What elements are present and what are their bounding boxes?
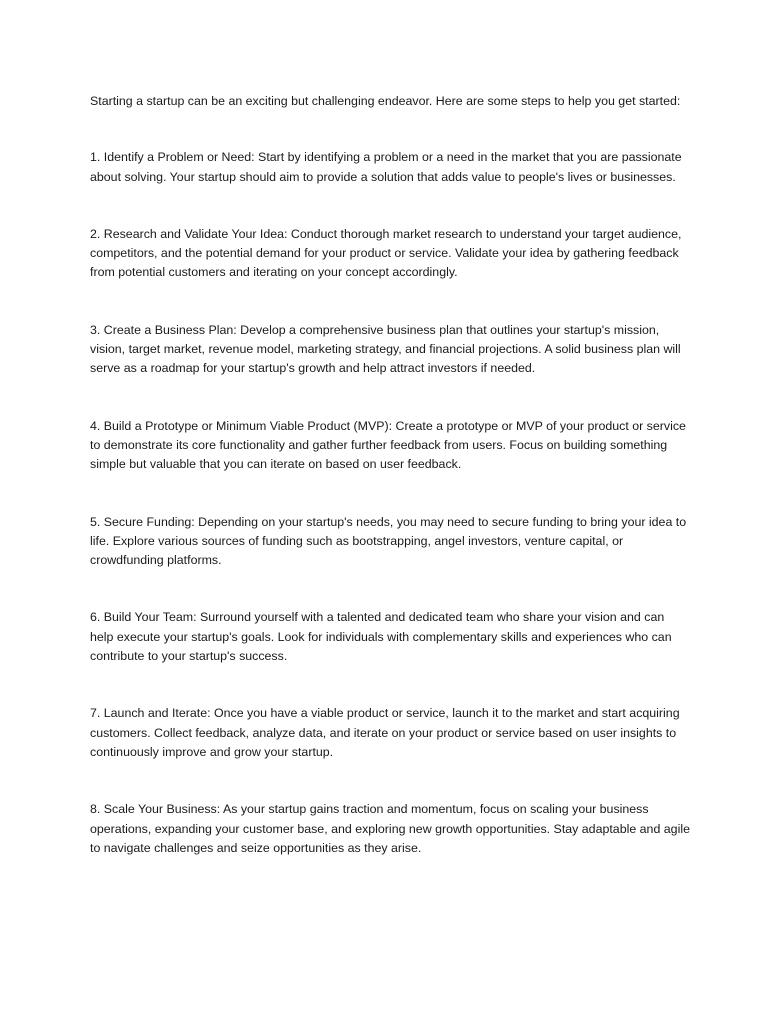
step-2-paragraph: 2. Research and Validate Your Idea: Conduct thorough market research to understand your target audience, competitors, and the potential demand for your product or service. Validate your idea by gathering feedback from potential customers and iterating on your concept accordingly. [90, 226, 682, 280]
step-1-paragraph: 1. Identify a Problem or Need: Start by identifying a problem or a need in the market that you are passionate about solving. Your startup should aim to provide a solution that adds value to people's lives or businesses. [90, 150, 682, 184]
step-7-paragraph: 7. Launch and Iterate: Once you have a viable product or service, launch it to the market and start acquiring customers. Collect feedback, analyze data, and iterate on your product or service based on user insights to continuously improve and grow your startup. [90, 706, 680, 759]
document-body [90, 92, 690, 896]
intro-paragraph: Starting a startup can be an exciting but challenging endeavor. Here are some steps to help you get started: [90, 94, 681, 108]
step-8-paragraph: 8. Scale Your Business: As your startup gains traction and momentum, focus on scaling your business operations, expanding your customer base, and exploring new growth opportunities. Stay adaptable and agile to navigate challenges and seize opportunities as they arise. [90, 802, 690, 855]
step-3-paragraph: 3. Create a Business Plan: Develop a comprehensive business plan that outlines your startup's mission, vision, target market, revenue model, marketing strategy, and financial projections. A solid business plan will serve as a roadmap for your startup's growth and help attract investors if needed. [90, 322, 681, 376]
step-6-paragraph: 6. Build Your Team: Surround yourself with a talented and dedicated team who share your vision and can help execute your startup's goals. Look for individuals with complementary skills and experiences who can contribute to your startup's success. [90, 610, 672, 664]
step-4-paragraph: 4. Build a Prototype or Minimum Viable Product (MVP): Create a prototype or MVP of your product or service to demonstrate its core functionality and gather further feedback from users. Focus on building something simple but valuable that you can iterate on based on user feedback. [90, 418, 686, 472]
step-5-paragraph: 5. Secure Funding: Depending on your startup's needs, you may need to secure funding to bring your idea to life. Explore various sources of funding such as bootstrapping, angel investors, venture capital, or crowdfunding platforms. [90, 514, 687, 568]
